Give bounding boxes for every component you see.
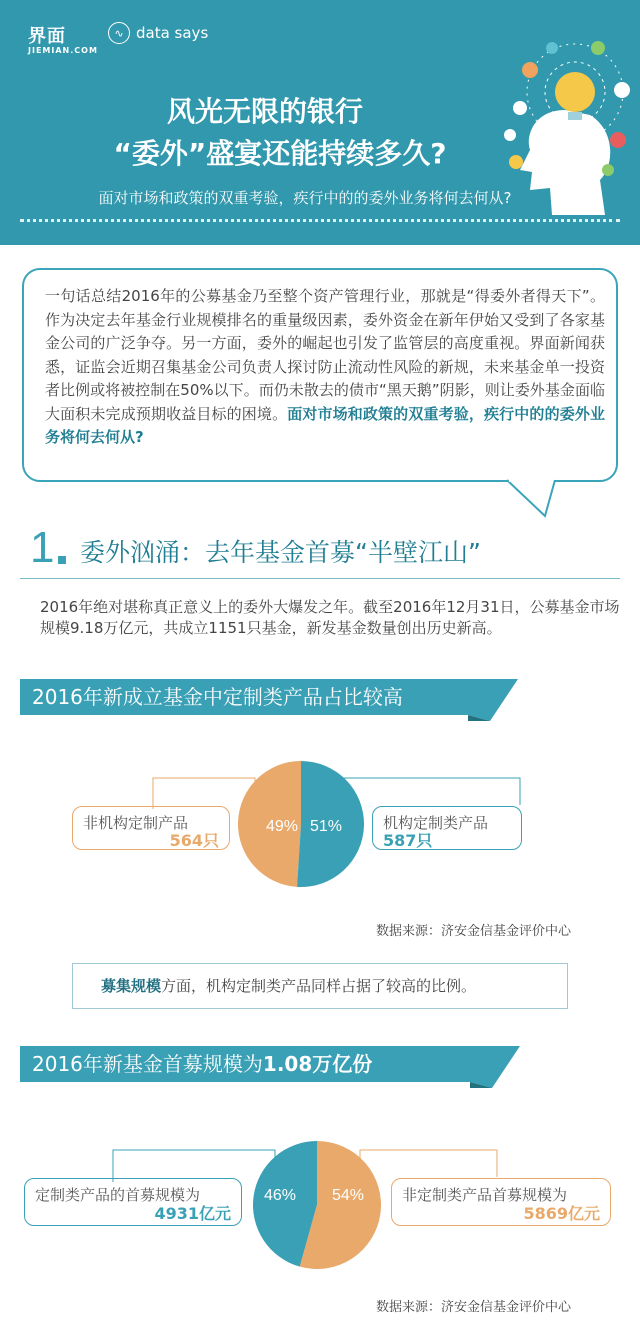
dotted-divider	[20, 219, 620, 222]
intro-text	[45, 285, 605, 450]
pie2-left-pct: 46%	[264, 1187, 297, 1204]
chart2-band-plain: 2016年新基金首募规模为	[32, 1052, 263, 1076]
page-title-line1: 风光无限的银行	[166, 95, 363, 128]
note-bold: 募集规模	[101, 977, 162, 995]
note-rest: 方面，机构定制类产品同样占据了较高的比例。	[161, 977, 477, 995]
section-number-dot	[58, 556, 66, 564]
page-subtitle: 面对市场和政策的双重考验，疾行中的的委外业务将何去何从?	[98, 189, 512, 207]
lightbulb-head-illustration	[490, 30, 635, 215]
header-banner	[0, 0, 640, 245]
chart1-right-label: 机构定制类产品	[383, 814, 489, 832]
pie2-right-pct: 54%	[332, 1187, 365, 1204]
chart2-left-callout	[24, 1178, 242, 1226]
chart2-band-tip	[470, 1046, 520, 1088]
section-title: 委外汹涌：去年基金首募“半壁江山”	[80, 538, 481, 567]
logo-text: 界面	[28, 26, 66, 47]
chart1-source: 数据来源：济安金信基金评价中心	[376, 924, 572, 939]
chart2-right-label: 非定制类产品首募规模为	[402, 1186, 568, 1204]
note-box	[72, 963, 568, 1009]
page-title-line2: “委外”盛宴还能持续多久?	[113, 137, 447, 170]
chart1-right-callout	[372, 806, 522, 850]
jiemian-logo[interactable]	[28, 22, 98, 55]
data-says-brand[interactable]	[108, 22, 208, 44]
pie1-right-pct: 51%	[310, 818, 343, 835]
section-paragraph: 2016年绝对堪称真正意义上的委外大爆发之年。截至2016年12月31日，公募基金市场规模9.18万亿元，共成立1151只基金，新发基金数量创出历史新高。	[40, 598, 620, 637]
chart1-left-value: 564只	[169, 831, 219, 850]
chart1-pie	[236, 759, 366, 889]
logo-sub: JIEMIAN.COM	[28, 46, 98, 55]
section-underline	[20, 578, 620, 579]
data-says-label: data says	[136, 24, 209, 42]
chart1-band-tip	[468, 679, 518, 721]
chart2-left-label: 定制类产品的首募规模为	[35, 1186, 201, 1204]
intro-highlight: 面对市场和政策的双重考验，疾行中的的委外业务将何去何从?	[45, 404, 605, 446]
intro-body: 一句话总结2016年的公募基金乃至整个资产管理行业，那就是“得委外者得天下”。作为决定去年基金行业规模排名的重量级因素，委外资金在新年伊始又受到了各家基金公司的广泛争夺。另一方面，委外的崛起也引发了监管层的高度重视。界面新闻获悉，证监会近期召集基金公司负责人探讨防止流动性风险的新规，未来基金单一投资者比例或将被控制在50%以下。而仍未散去的债市“黑天鹅”阴影，则让委外基金面临大面积未完成预期收益目标的困境。	[45, 287, 605, 423]
chart1-right-value: 587只	[383, 831, 433, 850]
chart1-left-callout	[72, 806, 230, 850]
chart2-band-bold: 1.08万亿份	[262, 1052, 373, 1076]
section-number: 1	[30, 523, 55, 572]
chart2-right-callout	[391, 1178, 611, 1226]
chart2-left-value: 4931亿元	[154, 1204, 231, 1223]
chart1-left-label: 非机构定制产品	[83, 814, 189, 832]
pie1-left-pct: 49%	[266, 818, 299, 835]
chart2-source: 数据来源：济安金信基金评价中心	[376, 1300, 572, 1315]
chart2-right-value: 5869亿元	[523, 1204, 600, 1223]
chart2-title-band	[20, 1046, 472, 1082]
pulse-icon: ∿	[108, 22, 130, 44]
chart1-title-band: 2016年新成立基金中定制类产品占比较高	[20, 679, 490, 715]
chart2-pie	[250, 1138, 384, 1272]
bubble-tail	[505, 478, 575, 518]
